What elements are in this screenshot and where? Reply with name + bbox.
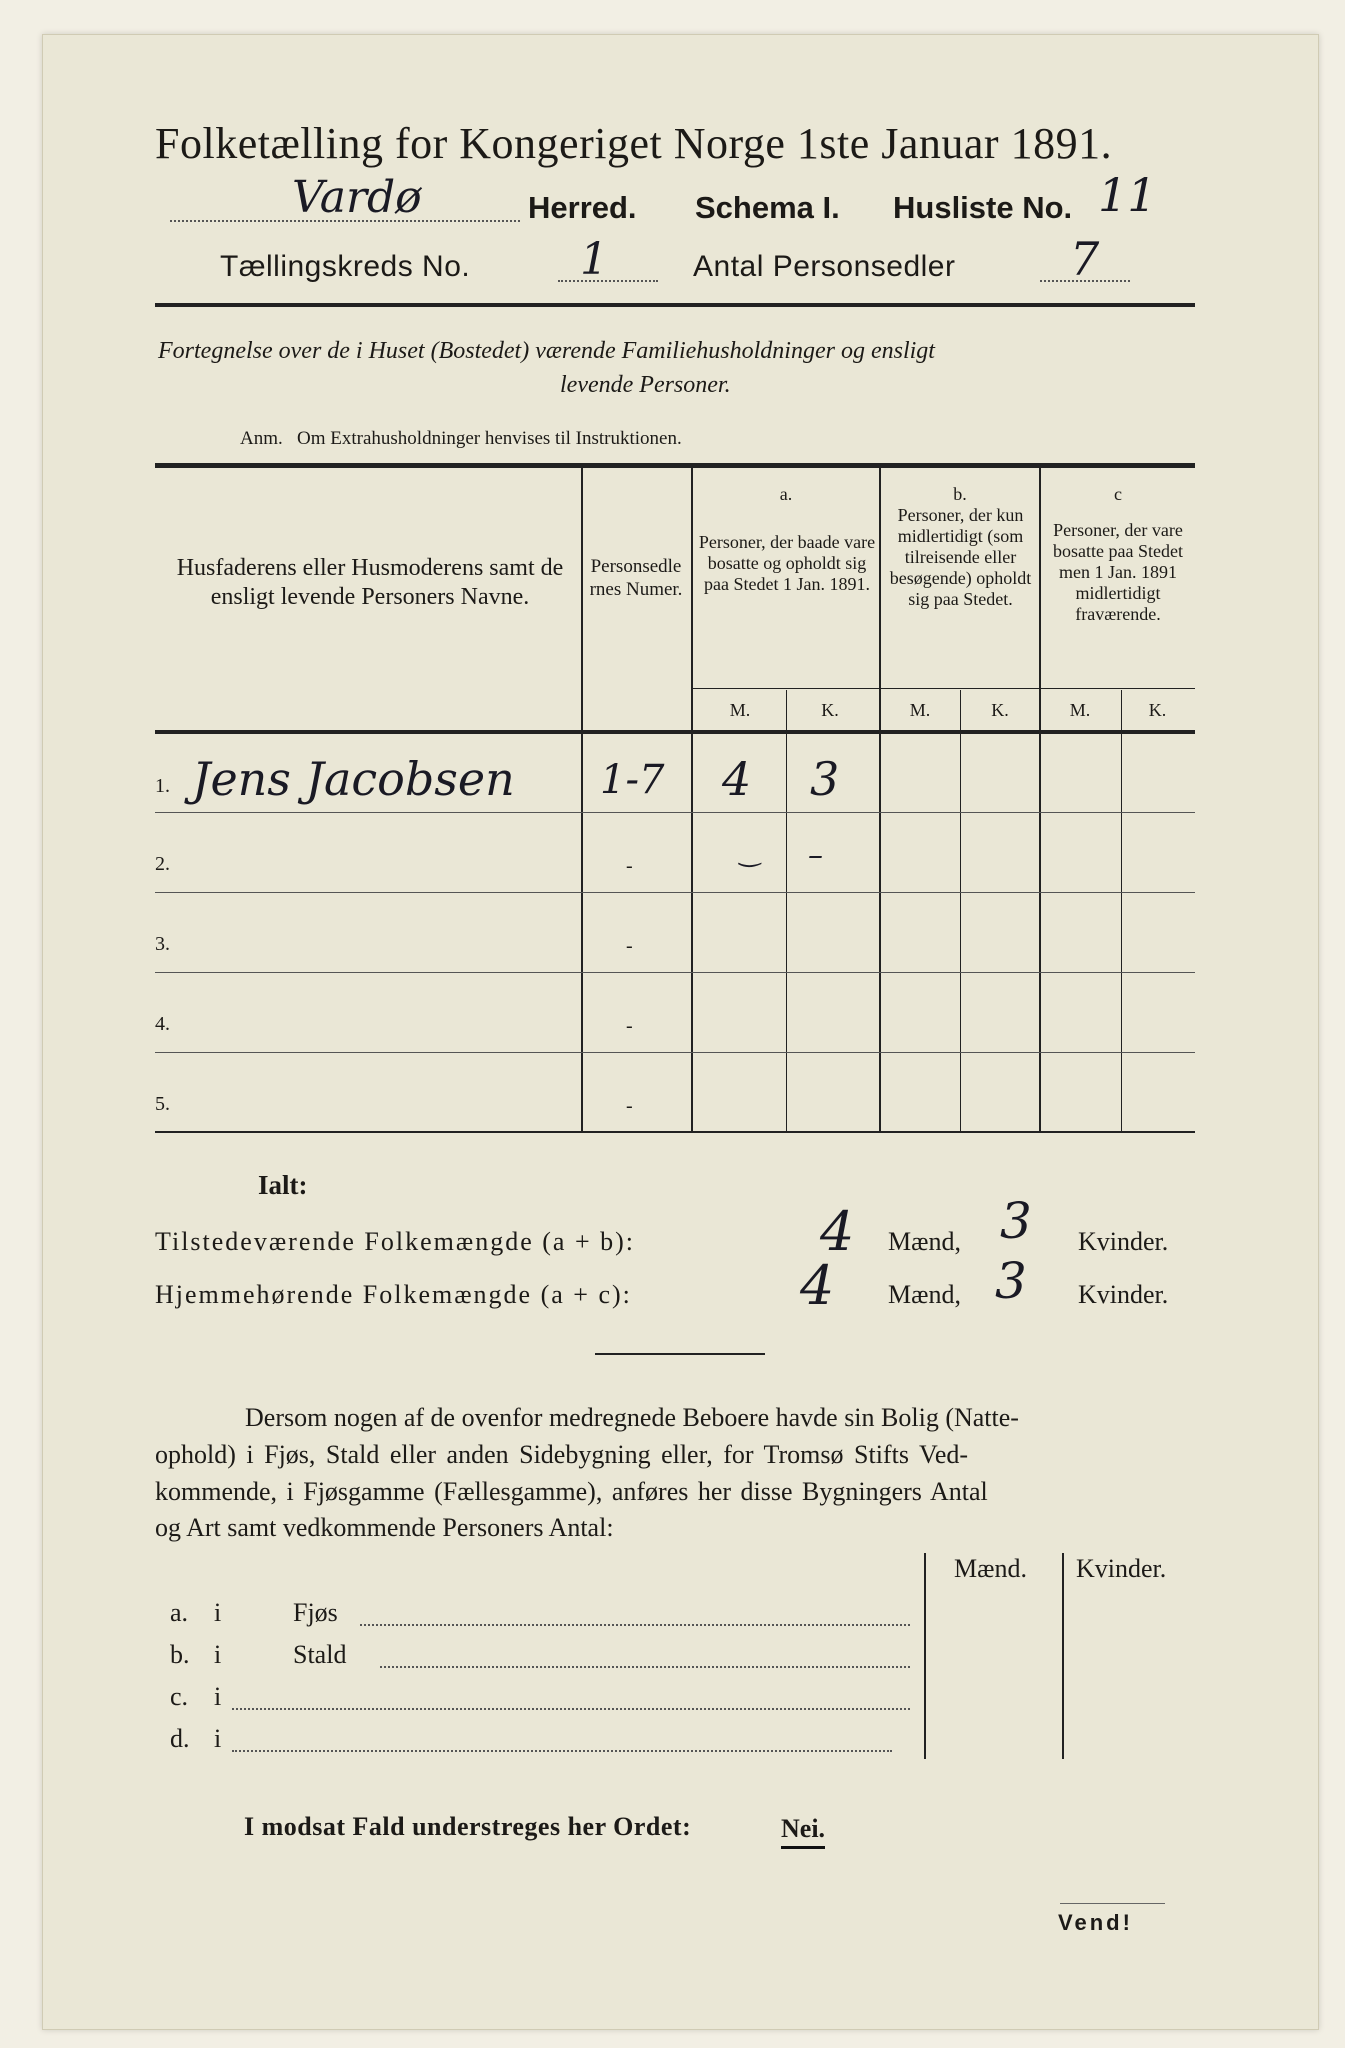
hjemme-kvinder: Kvinder. — [1078, 1280, 1169, 1309]
col-header-a: Personer, der baade vare bosatte og opholdt sig paa Stedet 1 Jan. 1891. — [698, 532, 876, 594]
buildings-divider-2 — [1062, 1553, 1064, 1759]
col-a-mk-divider — [786, 690, 787, 1131]
para-line-4: og Art samt vedkommende Personers Antal: — [155, 1513, 614, 1542]
building-c-i: i — [214, 1682, 222, 1711]
col-a-m: M. — [729, 700, 751, 720]
col-header-b: Personer, der kun midlertidigt (som tilreisende eller besøgende) opholdt sig paa Stedet. — [889, 505, 1032, 609]
col-b-mk-divider — [960, 690, 961, 1131]
col-divider-1 — [581, 468, 583, 1131]
building-c-dots — [232, 1708, 910, 1710]
col-c-m: M. — [1069, 700, 1091, 720]
building-d-i: i — [214, 1724, 222, 1753]
herred-dots — [170, 220, 520, 222]
building-b-i: i — [214, 1640, 222, 1669]
col-divider-3 — [879, 468, 881, 1131]
buildings-kvinder-header: Kvinder. — [1076, 1554, 1167, 1583]
col-c-mk-divider — [1121, 690, 1122, 1131]
tilstede-kvinder: Kvinder. — [1078, 1227, 1169, 1256]
row-1-num: 1. — [155, 775, 170, 797]
building-b-letter: b. — [170, 1640, 190, 1669]
building-a-letter: a. — [170, 1598, 189, 1627]
row-5-numer: - — [626, 1095, 633, 1117]
census-form-sheet — [42, 34, 1319, 2030]
building-a-dots — [360, 1624, 910, 1626]
row-2-a-k: – — [808, 838, 823, 873]
building-a-name: Fjøs — [293, 1598, 338, 1627]
col-b-letter: b. — [953, 484, 967, 504]
section-divider — [595, 1353, 765, 1355]
nei-word: Nei. — [781, 1812, 825, 1849]
header-rule — [155, 303, 1195, 307]
tilstede-k: 3 — [1000, 1192, 1032, 1250]
col-header-numer: Personsedlernes Numer. — [589, 556, 683, 600]
buildings-divider-1 — [924, 1553, 926, 1759]
husliste-value: 11 — [1098, 168, 1157, 222]
row-4-num: 4. — [155, 1013, 170, 1035]
vend-rule — [1060, 1903, 1165, 1904]
para-line-2: ophold) i Fjøs, Stald eller anden Sidebygning eller, for Tromsø Stifts Ved- — [155, 1440, 969, 1469]
building-a-i: i — [214, 1598, 222, 1627]
building-b-name: Stald — [293, 1640, 347, 1669]
hjemme-label: Hjemmehørende Folkemængde (a + c): — [155, 1280, 632, 1309]
building-d-letter: d. — [170, 1724, 190, 1753]
col-divider-2 — [691, 468, 693, 1131]
tilstede-m: 4 — [820, 1200, 855, 1263]
row-rule-3 — [155, 972, 1195, 973]
row-2-a-m: ‿ — [740, 838, 761, 868]
kreds-value: 1 — [580, 234, 608, 285]
buildings-maend-header: Mænd. — [954, 1554, 1027, 1583]
building-b-dots — [380, 1666, 910, 1668]
row-3-num: 3. — [155, 933, 170, 955]
building-d-dots — [232, 1750, 892, 1752]
col-c-k: K. — [1148, 700, 1167, 720]
hjemme-k: 3 — [995, 1252, 1027, 1310]
row-2-numer: - — [626, 855, 633, 877]
herred-value: Vardø — [292, 172, 422, 223]
building-c-letter: c. — [170, 1682, 189, 1711]
col-a-k: K. — [821, 700, 839, 720]
col-b-m: M. — [909, 700, 931, 720]
row-4-numer: - — [626, 1015, 633, 1037]
row-rule-1 — [155, 812, 1195, 813]
kreds-dots — [558, 280, 658, 282]
intro-line-2: levende Personer. — [560, 372, 731, 398]
intro-note: Anm. Om Extrahusholdninger henvises til Instruktionen. — [240, 428, 682, 449]
row-rule-2 — [155, 892, 1195, 893]
col-b-k: K. — [991, 700, 1009, 720]
personsedler-label: Antal Personsedler — [693, 250, 956, 283]
table-bottom-rule — [155, 1131, 1195, 1133]
hjemme-m: 4 — [800, 1254, 835, 1317]
vend-text: Vend! — [1058, 1910, 1133, 1935]
schema-label: Schema I. — [695, 190, 840, 225]
intro-line-1: Fortegnelse over de i Huset (Bostedet) værende Familiehusholdninger og ensligt — [158, 338, 935, 364]
husliste-label: Husliste No. — [893, 190, 1073, 225]
form-title: Folketælling for Kongeriget Norge 1ste Januar 1891. — [155, 119, 1113, 168]
personsedler-value: 7 — [1070, 232, 1100, 286]
ialt-label: Ialt: — [258, 1170, 308, 1200]
row-1-a-k: 3 — [810, 752, 840, 806]
row-2-num: 2. — [155, 853, 170, 875]
col-c-letter: c — [1114, 484, 1122, 504]
tilstede-maend: Mænd, — [888, 1227, 961, 1256]
row-5-num: 5. — [155, 1093, 170, 1115]
row-3-numer: - — [626, 935, 633, 957]
col-a-letter: a. — [779, 484, 793, 504]
hjemme-maend: Mænd, — [888, 1280, 961, 1309]
row-1-a-m: 4 — [722, 752, 752, 806]
kreds-label: Tællingskreds No. — [220, 250, 471, 283]
tilstede-label: Tilstedeværende Folkemængde (a + b): — [155, 1227, 635, 1256]
row-rule-4 — [155, 1052, 1195, 1053]
row-1-name: Jens Jacobsen — [192, 752, 515, 806]
mk-rule — [691, 688, 1195, 689]
para-line-3: kommende, i Fjøsgamme (Fællesgamme), anføres her disse Bygningers Antal — [155, 1477, 988, 1506]
modsat-text: I modsat Fald understreges her Ordet: — [244, 1812, 692, 1841]
col-header-names: Husfaderens eller Husmoderens samt de ensligt levende Personers Navne. — [176, 555, 564, 610]
row-1-numer: 1-7 — [600, 757, 665, 803]
para-line-1: Dersom nogen af de ovenfor medregnede Beboere havde sin Bolig (Natte- — [245, 1403, 1019, 1432]
herred-label: Herred. — [528, 190, 637, 225]
col-header-c: Personer, der vare bosatte paa Stedet men 1 Jan. 1891 midlertidigt fraværende. — [1053, 520, 1183, 624]
